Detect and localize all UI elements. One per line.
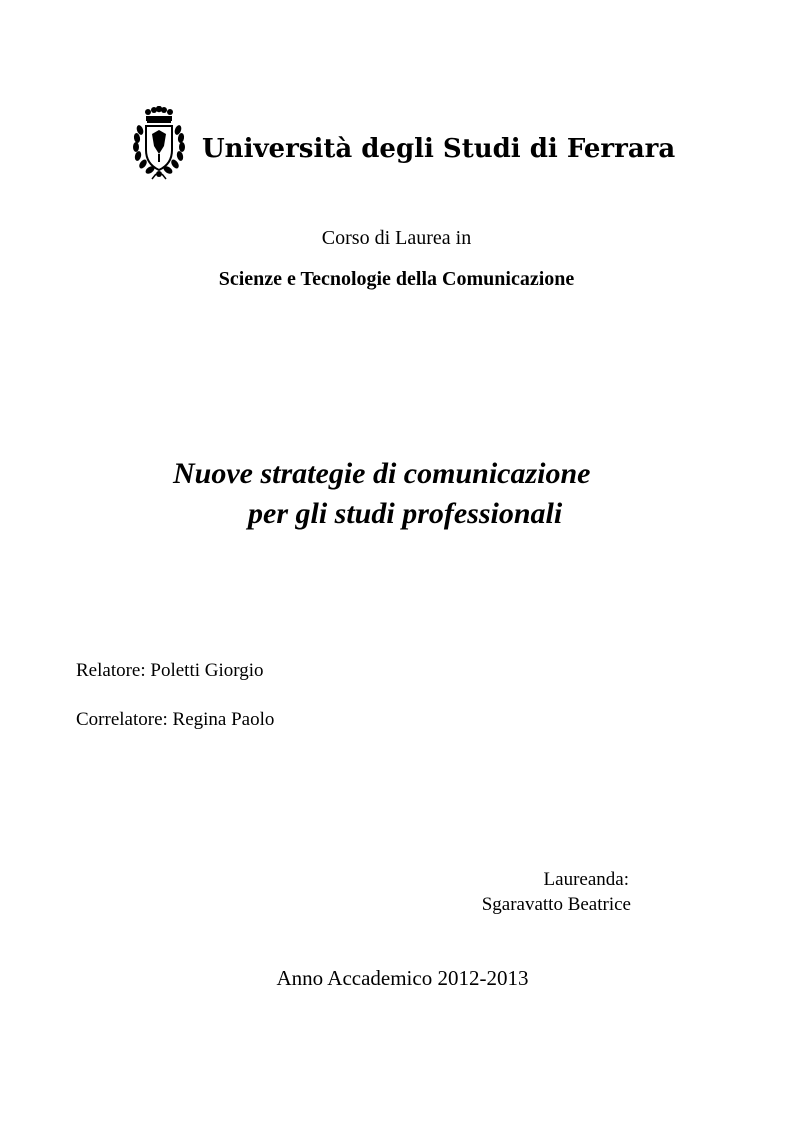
university-name: Università degli Studi di Ferrara (202, 134, 676, 164)
thesis-title-line-1: Nuove strategie di comunicazione (173, 457, 591, 490)
academic-year: Anno Accademico 2012-2013 (276, 966, 529, 990)
thesis-title-line-2: per gli studi professionali (248, 497, 563, 530)
course-label: Corso di Laurea in (321, 227, 472, 249)
course-name: Scienze e Tecnologie della Comunicazione (218, 268, 575, 290)
relatore: Relatore: Poletti Giorgio (76, 660, 264, 681)
laureanda-label: Laureanda: (543, 869, 629, 890)
correlatore: Correlatore: Regina Paolo (76, 709, 275, 730)
university-crest-icon (128, 106, 190, 180)
laureanda-name: Sgaravatto Beatrice (481, 894, 631, 915)
